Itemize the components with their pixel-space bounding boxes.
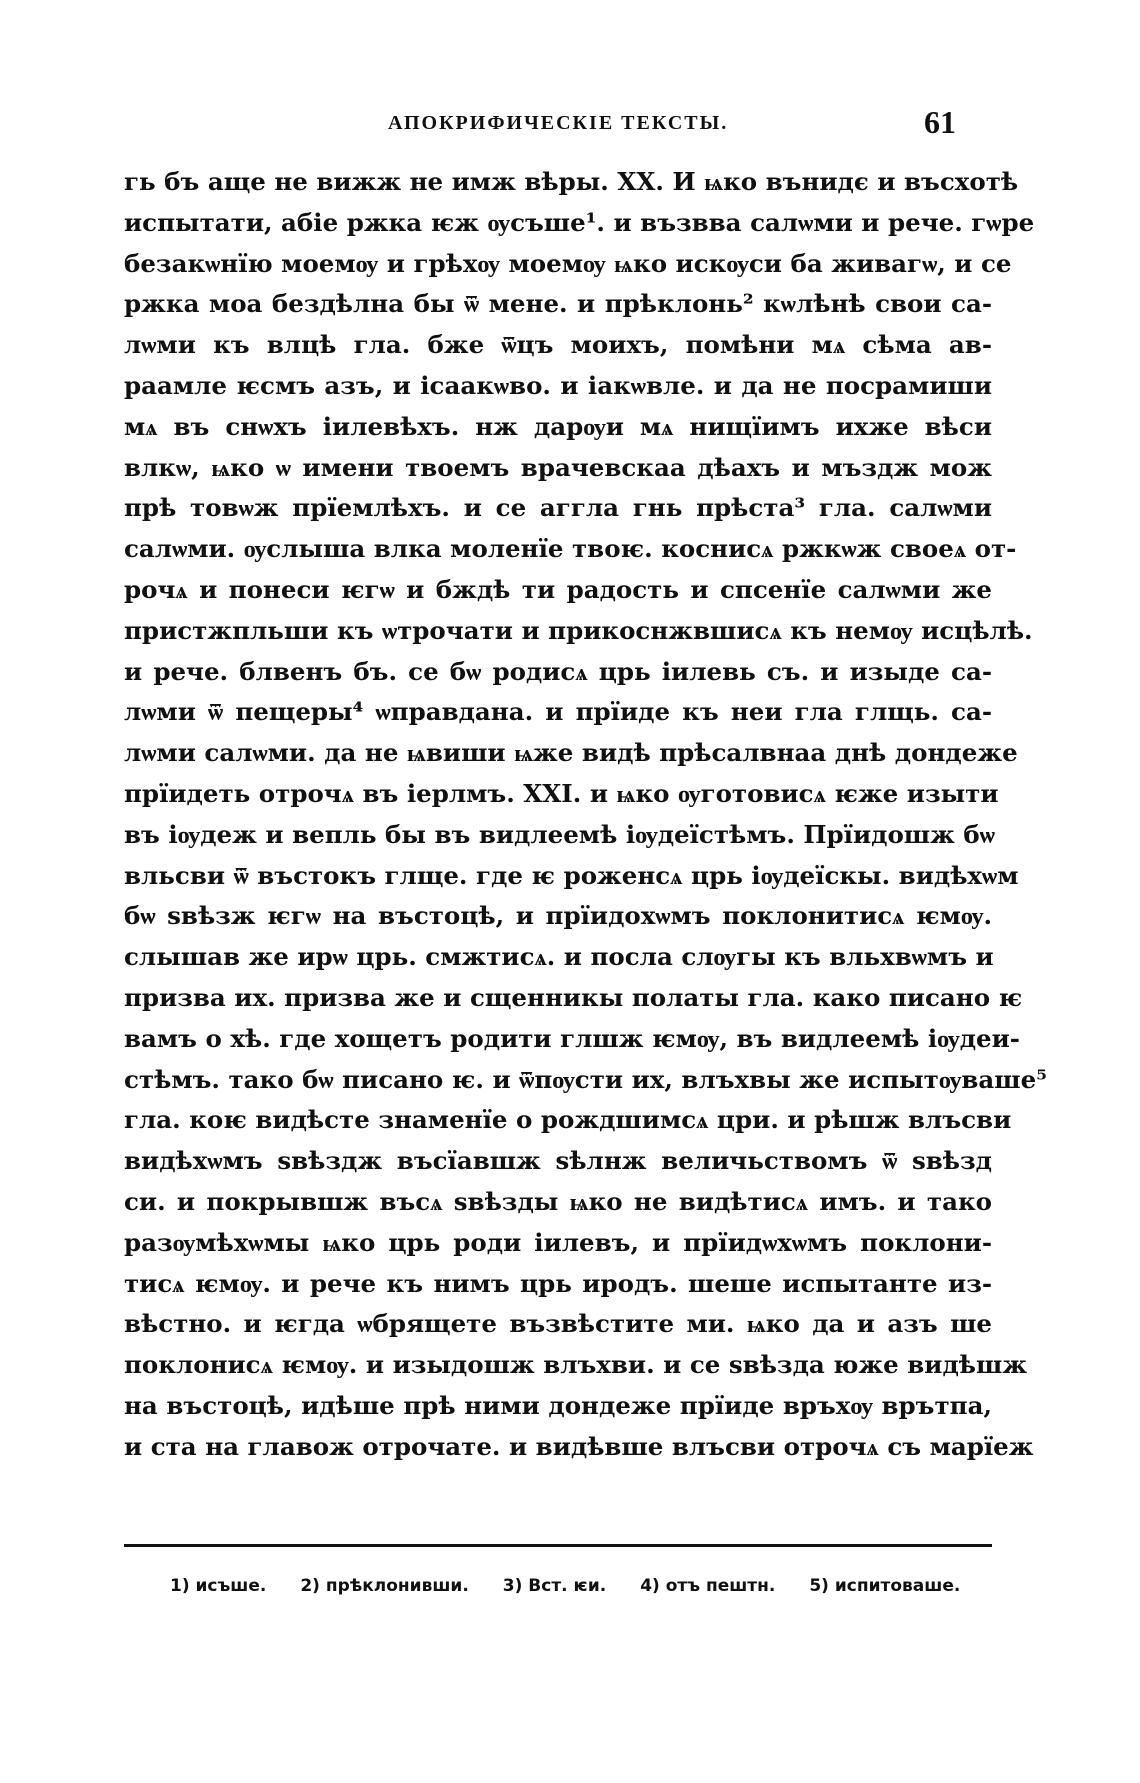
- text-line: вѣстно. и ѥгда ѡбрящете възвѣстите ми. ѩко да и азъ ше: [124, 1309, 992, 1339]
- text-line: прїидеть отрочѧ въ іерлмъ. XXI. и ѩко ѹготовисѧ ѥже изыти: [124, 778, 999, 808]
- text-line: салѡми. ѹслыша влка моленїе твоѥ. коснисѧ ржкѡж своеѧ от-: [124, 534, 1017, 564]
- text-line: стѣмъ. тако бѡ писано ѥ. и ѿпѹсти их, влъхвы же испытѹваше⁵: [124, 1064, 1047, 1094]
- text-line: видѣхѡмъ ѕвѣздж въсїавшж ѕѣлнж величьствомъ ѿ ѕвѣзд: [124, 1146, 992, 1176]
- footnote-4: 4) отъ пештн.: [640, 1576, 776, 1596]
- text-line: на въстоцѣ, идѣше прѣ ними дондеже прїиде връхѹ врътпа,: [124, 1390, 992, 1420]
- text-line: тисѧ ѥмѹ. и рече къ нимъ црь иродъ. шеше испытанте из-: [124, 1268, 992, 1298]
- footnote-1: 1) исъше.: [170, 1576, 267, 1596]
- running-title: АПОКРИФИЧЕСКІЕ ТЕКСТЫ.: [388, 112, 729, 134]
- text-line: и рече. блвенъ бъ. се бѡ родисѧ црь іилевь съ. и изыде са-: [124, 656, 992, 686]
- footnote-2: 2) прѣклонивши.: [300, 1576, 469, 1596]
- text-line: разѹмѣхѡмы ѩко црь роди іилевъ, и прїидѡхѡмъ поклони-: [124, 1227, 992, 1257]
- text-line: прѣ товѡж прїемлѣхъ. и се аггла гнь прѣста³ гла. салѡми: [124, 493, 992, 523]
- text-line: рочѧ и понеси ѥгѡ и бждѣ ти радость и спсенїе салѡми же: [124, 574, 992, 604]
- text-line: влкѡ, ѩко ѡ имени твоемъ врачевскаа дѣахъ и мъздж мож: [124, 452, 992, 482]
- footnotes: [170, 1576, 960, 1596]
- text-line: гь бъ аще не вижж не имж вѣры. XX. И ѩко вънидє и въсхотѣ: [124, 167, 1019, 196]
- text-line: мѧ въ снѡхъ іилевѣхъ. нж дарѹи мѧ нищїимъ ихже вѣси: [124, 411, 992, 441]
- text-line: въ іѹдеж и вепль бы въ видлеемѣ іѹдеїстѣмъ. Прїидошж бѡ: [124, 819, 995, 849]
- text-line: вльсви ѿ въстокъ глще. где ѥ роженсѧ црь іѹдеїскы. видѣхѡм: [124, 860, 1019, 890]
- text-line: лѡми салѡми. да не ѩвиши ѩже видѣ прѣсалвнаа днѣ дондеже: [124, 738, 1018, 768]
- text-line: слышав же ирѡ црь. смжтисѧ. и посла слѹгы къ вльхвѡмъ и: [124, 942, 994, 972]
- footnote-divider: [124, 1544, 992, 1547]
- text-line: лѡми ѿ пещеры⁴ ѡправдана. и прїиде къ неи гла глщь. са-: [124, 697, 992, 727]
- text-line: пристжпльши къ ѡтрочати и прикоснжвшисѧ къ немѹ исцѣлѣ.: [124, 615, 1033, 645]
- text-line: бѡ ѕвѣзж ѥгѡ на въстоцѣ, и прїидохѡмъ поклонитисѧ ѥмѹ.: [124, 901, 992, 931]
- footnote-5: 5) испитоваше.: [809, 1576, 961, 1596]
- text-line: гла. коѥ видѣсте знаменїе о рождшимсѧ цри. и рѣшж влъсви: [124, 1105, 1012, 1135]
- footnote-3: 3) Вст. ѥи.: [502, 1576, 607, 1596]
- text-line: призва их. призва же и сщенникы полаты гла. како писано ѥ: [124, 982, 1023, 1012]
- text-line: си. и покрывшж въсѧ ѕвѣзды ѩко не видѣтисѧ имъ. и тако: [124, 1186, 992, 1216]
- page-number: 61: [924, 104, 956, 140]
- text-line: лѡми къ влцѣ гла. бже ѿцъ моихъ, помѣни мѧ сѣма ав-: [124, 330, 992, 360]
- text-line: раамле ѥсмъ азъ, и ісаакѡво. и іакѡвле. и да не посрамиши: [124, 370, 992, 400]
- text-line: испытати, абіе ржка ѥж ѹсъше¹. и възвва салѡми и рече. гѡре: [124, 207, 1035, 237]
- text-line: и ста на главож отрочате. и видѣвше влъсви отрочѧ съ марїеж: [124, 1431, 1034, 1461]
- text-line: вамъ о хѣ. где хощетъ родити глшж ѥмѹ, въ видлеемѣ іѹдеи-: [124, 1023, 1020, 1053]
- text-line: ржка моа бездѣлна бы ѿ мене. и прѣклонь² кѡлѣнѣ свои са-: [124, 289, 992, 319]
- text-line: поклонисѧ ѥмѹ. и изыдошж влъхви. и се ѕвѣзда юже видѣшж: [124, 1350, 1028, 1380]
- main-text: [124, 162, 1047, 1468]
- text-line: безакѡнїю моемѹ и грѣхѹ моемѹ ѩко искѹси ба живагѡ, и се: [124, 248, 1012, 278]
